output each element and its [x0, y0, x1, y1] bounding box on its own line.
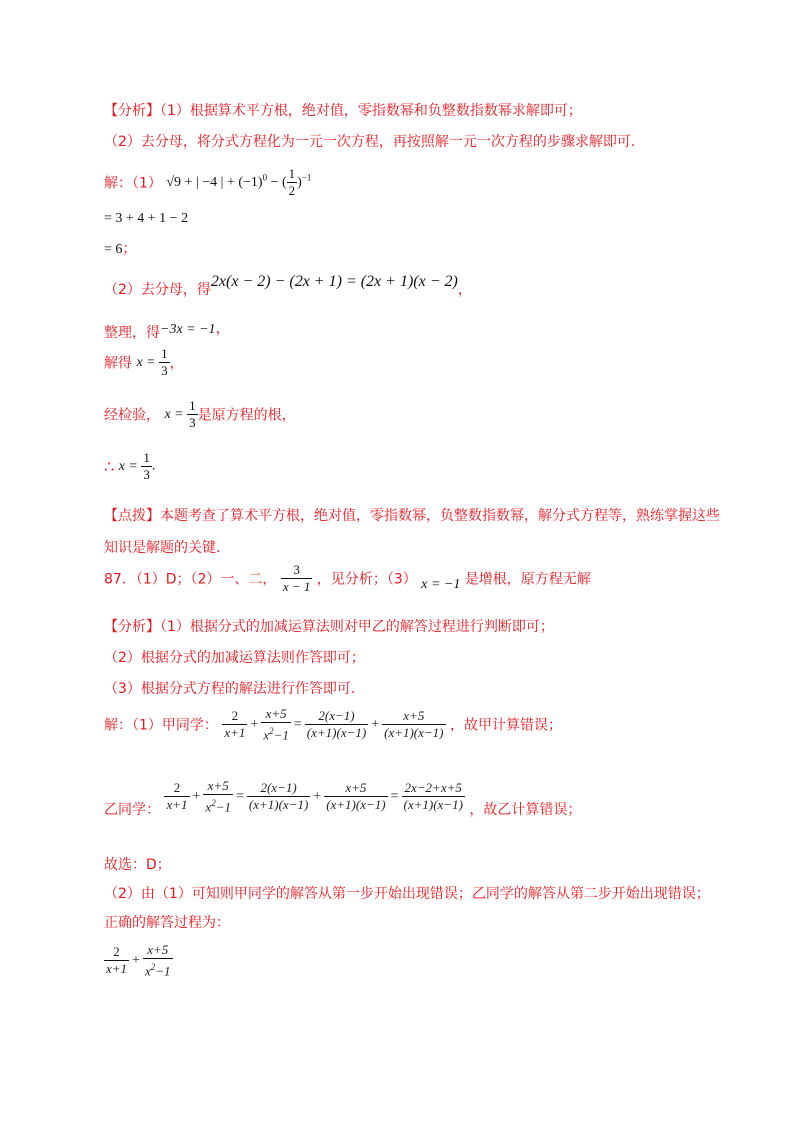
therefore-punct: .	[151, 458, 156, 474]
q87-mid: ，见分析；（3）	[316, 571, 417, 588]
q87-frac-den: x − 1	[282, 579, 311, 594]
solve-punct: ，	[169, 355, 184, 372]
solution-1-part-1	[104, 166, 311, 199]
part-2-expr: 2x(x − 2) − (2x + 1) = (2x + 1)(x − 2)	[210, 273, 458, 290]
analysis-2-line-2: （2）根据分式的加减运算法则作答即可；	[104, 650, 365, 666]
step-2-expr: = 6	[104, 242, 123, 257]
simplify-punct: ，	[215, 321, 230, 337]
check-label: 经检验，	[104, 407, 160, 424]
q87-suffix: 是增根，原方程无解	[464, 571, 591, 588]
choose-line: 故选：D；	[104, 857, 171, 873]
q87-prefix: 87．（1）D；（2）一、二，	[104, 571, 277, 588]
check-expr: x = $\frac{1}{3}$	[164, 398, 196, 430]
analysis-tag: 【分析】	[104, 103, 160, 119]
comment-tag: 【点拨】	[104, 508, 160, 524]
solve-line	[104, 346, 184, 379]
math-expression: √9 + | −4 | + $(-1)^0$ − ( $\frac{1}{2}$ )$^{-1}$	[166, 166, 312, 198]
simplify-expr: −3x = −1	[160, 322, 216, 337]
solution-1-part-2	[104, 271, 472, 298]
yi-label: 乙同学：	[104, 801, 160, 818]
yi-suffix: ，故乙计算错误；	[469, 801, 582, 818]
analysis-2-line-1	[104, 616, 554, 636]
analysis-1-line-1	[104, 100, 582, 120]
q87-answer-line	[104, 562, 591, 595]
solve-expr: x = $\frac{1}{3}$	[136, 346, 168, 378]
jia-expr: $\frac{2}{x+1}$ + $\frac{x+5}{x^2-1}$ = $\frac{2(x-1)}{(x+1)(x-1)}$ + $\frac{x+5}{(x+1)(x-1)}$	[224, 706, 444, 743]
part-2-line-1: （2）由（1）可知则甲同学的解答从第一步开始出现错误；乙同学的解答从第二步开始出现错误；	[104, 886, 710, 902]
part-2-line-2: 正确的解答过程为：	[104, 915, 230, 931]
solution-label: 解：（1）	[104, 175, 162, 192]
analysis-2-line-3: （3）根据分式方程的解法进行作答即可.	[104, 681, 356, 697]
therefore-symbol: ∴	[104, 457, 115, 476]
q87-fraction	[281, 562, 313, 595]
q87-frac-num: 3	[293, 562, 300, 577]
part-2-punct: ，	[457, 282, 472, 298]
jia-suffix: ，故甲计算错误；	[449, 717, 562, 734]
comment-1-line-1	[104, 505, 720, 525]
yi-line	[104, 778, 582, 818]
check-suffix: 是原方程的根，	[197, 407, 296, 424]
jia-label: 解：（1）甲同学：	[104, 717, 218, 734]
step-2-punct: ；	[122, 241, 137, 257]
final-expr: $\frac{2}{x+1}$ + $\frac{x+5}{x^2-1}$	[106, 942, 171, 979]
q87-expr: x = −1	[421, 576, 461, 592]
jia-line	[104, 706, 562, 743]
analysis-text: （1）根据算术平方根，绝对值，零指数幂和负整数指数幂求解即可；	[160, 103, 582, 119]
analysis-2-tag: 【分析】	[104, 619, 160, 635]
comment-1-line-2: 知识是解题的关键.	[104, 540, 221, 556]
therefore-expr: x = $\frac{1}{3}$	[118, 450, 150, 482]
part-2-label: （2）去分母，得	[104, 282, 211, 298]
step-2	[104, 238, 136, 258]
solve-label: 解得	[104, 355, 132, 372]
yi-expr: $\frac{2}{x+1}$ + $\frac{x+5}{x^2-1}$ = $\frac{2(x-1)}{(x+1)(x-1)}$ + $\frac{x+5}{(x+1)(x-1)}$ = $\frac{2x-2+x+5}{(x+1)(x-1)}$	[166, 778, 463, 815]
simplify-line	[104, 318, 230, 341]
analysis-1-line-2: （2）去分母，将分式方程化为一元一次方程，再按照解一元一次方程的步骤求解即可.	[104, 134, 636, 150]
check-line	[104, 398, 296, 431]
analysis-2-text: （1）根据分式的加减运算法则对甲乙的解答过程进行判断即可；	[160, 619, 554, 635]
step-1: = 3 + 4 + 1 − 2	[104, 211, 189, 226]
comment-text: 本题考查了算术平方根，绝对值，零指数幂，负整数指数幂，解分式方程等，熟练掌握这些	[160, 508, 720, 524]
simplify-label: 整理，得	[104, 325, 160, 341]
therefore-line	[104, 450, 155, 483]
